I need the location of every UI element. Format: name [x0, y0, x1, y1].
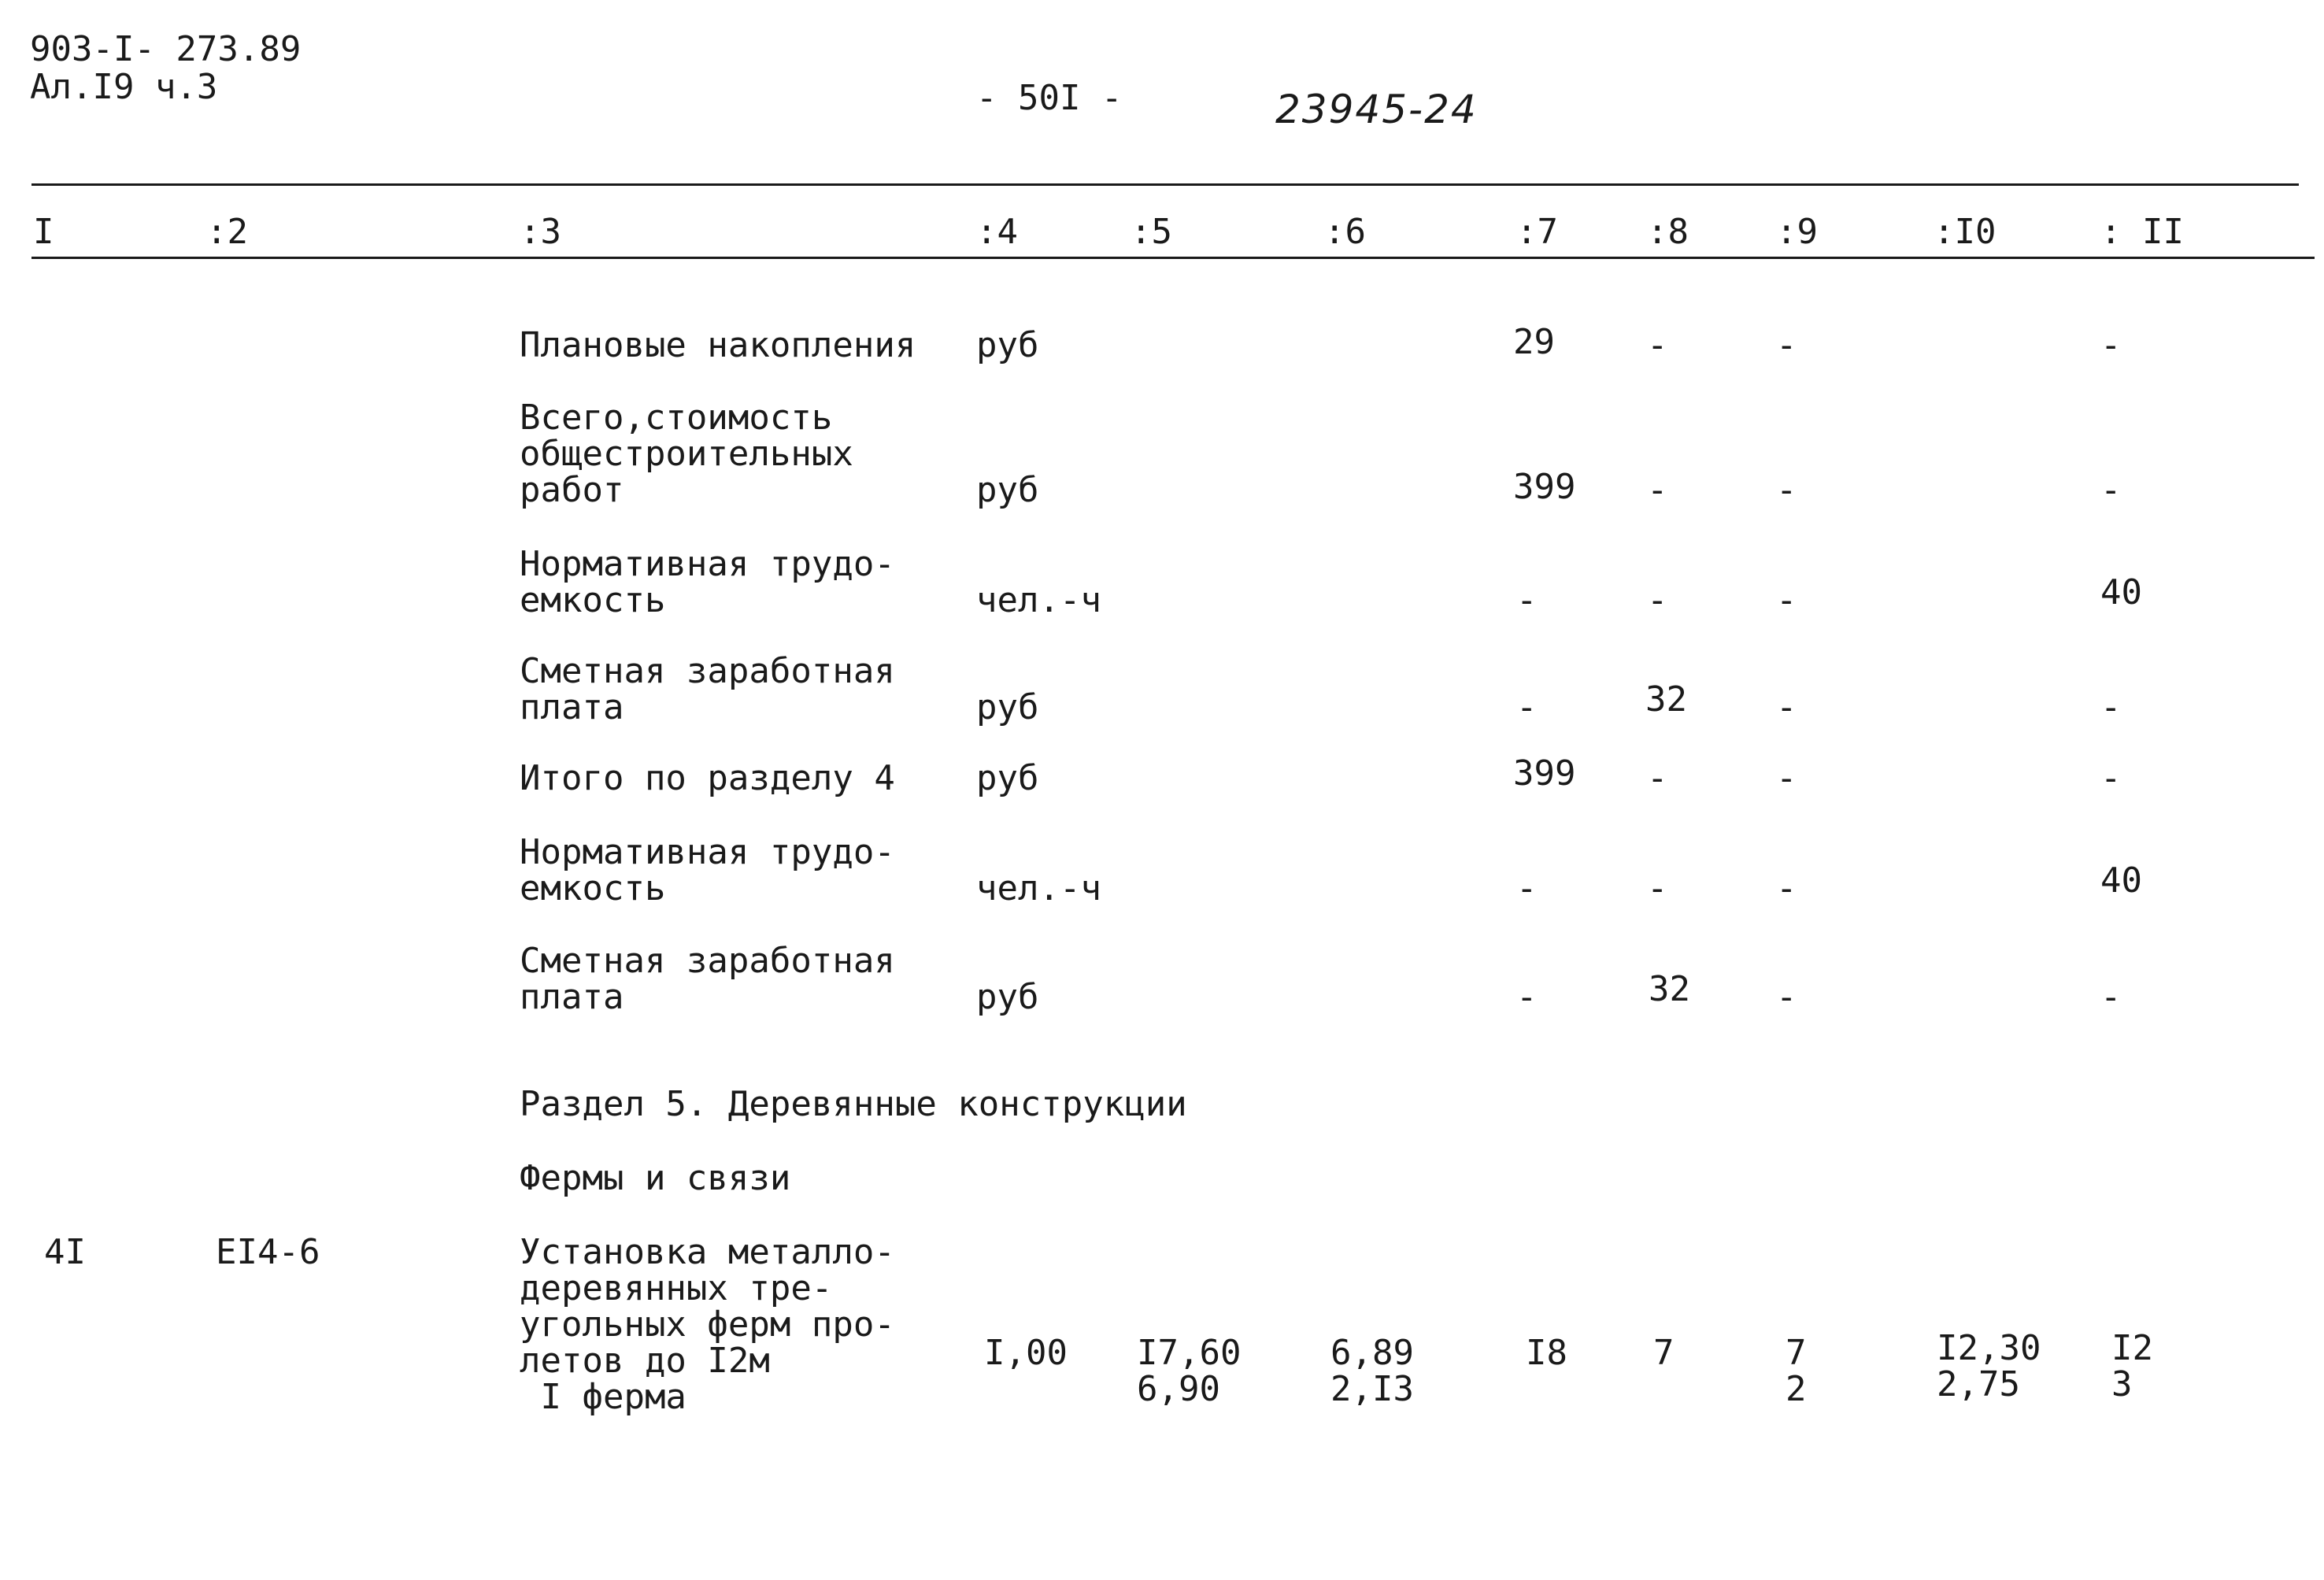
row-description: Нормативная трудо- емкость: [520, 832, 895, 908]
header-rule: [31, 257, 2315, 259]
row-col8: -: [1647, 758, 1668, 798]
col-header-1: I: [33, 212, 54, 252]
row-col11: 40: [2100, 572, 2142, 612]
item-col6: 6,89 2,I3: [1330, 1333, 1414, 1409]
item-col11: I2 3: [2111, 1328, 2153, 1404]
row-col11: -: [2100, 977, 2122, 1017]
row-col7: 29: [1513, 322, 1555, 362]
col-header-3: :3: [520, 212, 561, 252]
row-col9: -: [1776, 580, 1797, 620]
row-col9: -: [1776, 758, 1797, 798]
row-col11: -: [2100, 470, 2122, 510]
row-description: Сметная заработная плата: [520, 941, 895, 1017]
handwritten-number: 23945-24: [1275, 87, 1478, 132]
row-unit: руб: [976, 977, 1039, 1017]
row-col7: -: [1516, 977, 1538, 1017]
col-header-11: : II: [2100, 212, 2184, 252]
row-col9: -: [1776, 325, 1797, 365]
row-col8: -: [1647, 325, 1668, 365]
row-col8: 32: [1645, 679, 1687, 720]
row-col11: -: [2100, 325, 2122, 365]
item-col5: I7,60 6,90: [1137, 1333, 1242, 1409]
row-col8: -: [1647, 580, 1668, 620]
col-header-7: :7: [1516, 212, 1558, 252]
col-header-2: :2: [206, 212, 248, 252]
row-unit: руб: [976, 325, 1039, 365]
col-header-5: :5: [1131, 212, 1172, 252]
item-col9: 7 2: [1786, 1333, 1807, 1409]
col-header-9: :9: [1776, 212, 1818, 252]
row-col7: -: [1516, 868, 1538, 908]
row-col9: -: [1776, 687, 1797, 727]
row-col9: -: [1776, 868, 1797, 908]
item-number: 4I: [44, 1232, 86, 1272]
row-description: Сметная заработная плата: [520, 651, 895, 727]
row-description: Всего,стоимость общестроительных работ: [520, 398, 853, 510]
row-unit: руб: [976, 687, 1039, 727]
row-col11: -: [2100, 687, 2122, 727]
section-title: Раздел 5. Деревянные конструкции: [520, 1084, 1187, 1124]
page-number: - 50I -: [976, 78, 1123, 118]
item-col8: 7: [1653, 1333, 1675, 1373]
row-col8: 32: [1649, 969, 1690, 1009]
row-col11: -: [2100, 758, 2122, 798]
document-code: 903-I- 273.89: [30, 29, 302, 69]
row-unit: чел.-ч: [976, 580, 1101, 620]
col-header-8: :8: [1647, 212, 1689, 252]
row-col9: -: [1776, 977, 1797, 1017]
row-description: Итого по разделу 4: [520, 758, 895, 798]
row-col9: -: [1776, 470, 1797, 510]
item-col10: I2,30 2,75: [1937, 1328, 2041, 1404]
item-description: Установка металло- деревянных тре- угольных ферм про- летов до I2м I ферма: [520, 1232, 895, 1417]
row-col11: 40: [2100, 860, 2142, 901]
row-description: Нормативная трудо- емкость: [520, 544, 895, 620]
section-subtitle: Фермы и связи: [520, 1158, 791, 1198]
row-col8: -: [1647, 868, 1668, 908]
row-col7: 399: [1513, 467, 1576, 507]
row-col7: 399: [1513, 753, 1576, 794]
top-rule: [31, 183, 2299, 186]
item-quantity: I,00: [984, 1333, 1068, 1373]
row-unit: руб: [976, 470, 1039, 510]
sheet-label: Ал.I9 ч.3: [30, 67, 218, 107]
row-unit: чел.-ч: [976, 868, 1101, 908]
item-col7: I8: [1526, 1333, 1567, 1373]
col-header-4: :4: [976, 212, 1018, 252]
col-header-10: :I0: [1934, 212, 1996, 252]
item-code: EI4-6: [216, 1232, 320, 1272]
row-unit: руб: [976, 758, 1039, 798]
row-description: Плановые накопления: [520, 325, 916, 365]
row-col8: -: [1647, 470, 1668, 510]
row-col7: -: [1516, 687, 1538, 727]
col-header-6: :6: [1324, 212, 1366, 252]
row-col7: -: [1516, 580, 1538, 620]
